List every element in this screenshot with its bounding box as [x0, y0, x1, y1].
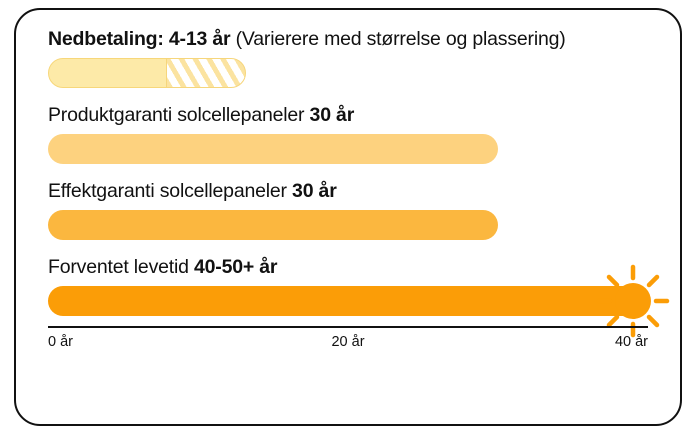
- axis-tick-20: 20 år: [331, 334, 365, 350]
- bar-segment-solid: [48, 58, 168, 88]
- bar-track-levetid: [48, 286, 648, 316]
- row-label-prefix: Effektgaranti solcellepaneler: [48, 180, 287, 202]
- axis-tick-40: 40 år: [614, 334, 648, 350]
- x-axis-line: [48, 326, 648, 328]
- bar-track-effektgaranti: [48, 210, 648, 240]
- bar-segment-hatched: [166, 58, 246, 88]
- row-label-effektgaranti: [48, 180, 648, 203]
- row-label-prefix: Nedbetaling:: [48, 28, 164, 50]
- row-label-produktgaranti: [48, 104, 648, 127]
- chart-row-nedbetaling: [48, 28, 648, 88]
- row-label-prefix: Produktgaranti solcellepaneler: [48, 104, 305, 126]
- bar-track-produktgaranti: [48, 134, 648, 164]
- row-label-value: 40-50+ år: [193, 256, 278, 278]
- bar-produktgaranti: [48, 134, 498, 164]
- row-spacer: [48, 240, 648, 256]
- row-spacer: [48, 164, 648, 180]
- bar-effektgaranti: [48, 210, 498, 240]
- chart-card: [14, 8, 682, 426]
- bar-levetid: [48, 286, 648, 316]
- chart-row-produktgaranti: [48, 104, 648, 164]
- row-label-value: 30 år: [292, 180, 337, 202]
- bar-track-nedbetaling: [48, 58, 648, 88]
- chart-row-effektgaranti: [48, 180, 648, 240]
- axis-tick-0: 0 år: [48, 334, 73, 350]
- row-label-suffix: (Varierere med størrelse og plassering): [235, 28, 566, 50]
- row-label-levetid: [48, 256, 648, 279]
- row-label-value: 4-13 år: [168, 28, 231, 50]
- row-label-value: 30 år: [309, 104, 355, 126]
- row-label-nedbetaling: [48, 28, 648, 51]
- chart-body: [48, 28, 648, 354]
- x-axis-labels: [48, 334, 648, 354]
- row-label-prefix: Forventet levetid: [48, 256, 189, 278]
- chart-row-levetid: [48, 256, 648, 316]
- row-spacer: [48, 88, 648, 104]
